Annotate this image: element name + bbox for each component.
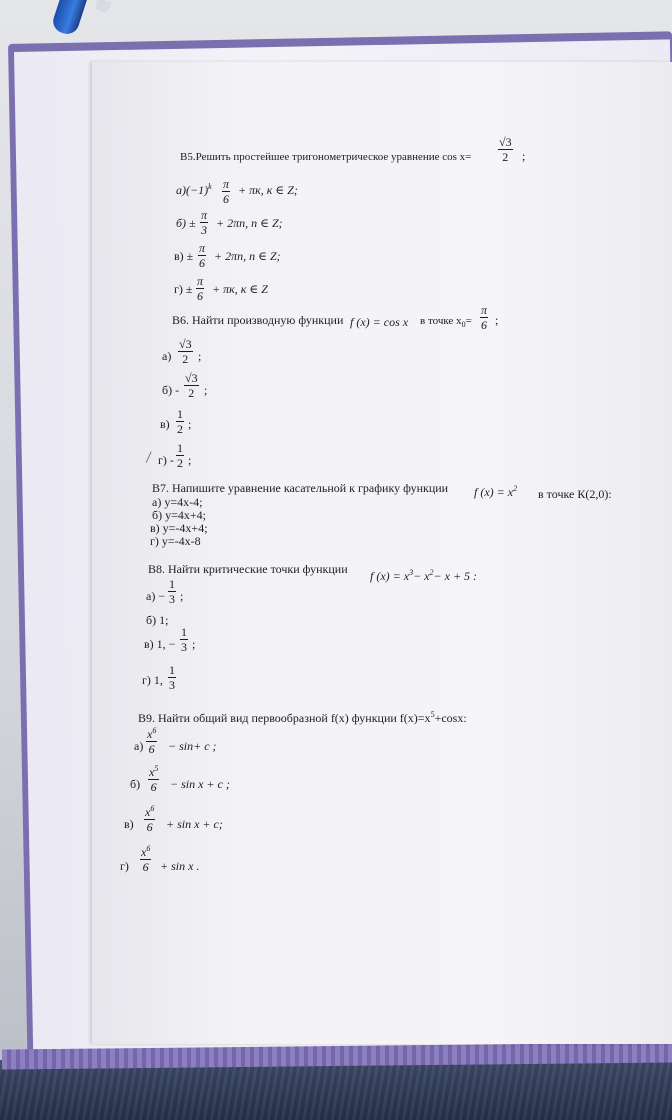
b5-option-c-pre: в) ± (174, 249, 194, 263)
worksheet-content: В5.Решить простейшее тригонометрическое уравнение cos x= $\frac{√3}{2}$ ; $а)(-1)^k$ $\frac{\pi}{6}$ + πк, к ∈ Z; б) ± $\frac{\pi}{3}$ + 2πn, n ∈ Z; в) ± $\frac{\pi}{6}$ + 2πn, n ∈ Z; г) ± $\frac{\pi}{6}$ + πк, к ∈ Z В6. Найти производную функции f (x) = cos x в точке $x_0=$ $\frac{\pi}{6}$ ; а) $\frac{√3}{2}$ ; б) - $\frac{√3}{2}$ ; в) $\frac{1}{2}$ ; г) - $\frac{1}{2}$ ; В7. Напишите уравнение касательной к графику функции f $(x) = x^2$ в точке К(2,0): а) у=4х-4; б) у=4х+4; в) у=-4х+4; г) у=-4х-8 В8. Найти критические точки функции f $(x) = x^3- x^2- x + 5$ : а) − $\frac{1}{3}$ ; б) 1; в) 1, − $\frac{1}{3}$ ; г) 1, $\frac{1}{3}$ В9. Найти общий вид первообразной f(x) функции $f(x)=x^5+\cos x$: а) $\frac{x^6}{6}$ − sin+ c ; б) $\frac{x^5}{6}$ − sin x + c ; в) $\frac{x^6}{6}$ + sin x + c; г) $\frac{x^6}{6}$ + sin x . (120, 135, 612, 874)
b6-option-c-fraction: $\frac{1}{2}$ (177, 407, 183, 436)
b5-option-a-pre: $а)(-1)^k$ (176, 182, 212, 197)
b9-option-c-fraction: $\frac{x^6}{6}$ (145, 804, 155, 834)
b7-option-d: г) у=-4х-8 (150, 534, 201, 548)
b8-option-d-fraction: $\frac{1}{3}$ (169, 663, 175, 692)
b8-option-b: б) 1; (146, 613, 169, 627)
b9-question-text: В9. Найти общий вид первообразной f(x) функции $f(x)=x^5+\cos x$: (138, 710, 467, 725)
b5-option-d-pre: г) ± (174, 282, 193, 296)
b6-option-d-fraction: $\frac{1}{2}$ (177, 441, 183, 470)
b9-option-b-fraction: $\frac{x^5}{6}$ (149, 764, 159, 794)
pencil-mark (146, 452, 156, 465)
b5-question-tail: ; (522, 149, 526, 163)
b5-option-b-pre: б) ± (176, 216, 196, 230)
b5-question-text: В5.Решить простейшее тригонометрическое уравнение cos x= (180, 151, 472, 163)
b6-option-b-fraction: $\frac{√3}{2}$ (185, 371, 198, 400)
b6-point-fraction: $\frac{\pi}{6}$ (481, 303, 488, 332)
b5-option-a-post: + πк, к ∈ Z; (238, 183, 298, 197)
b5-option-a-fraction: $\frac{\pi}{6}$ (223, 177, 230, 206)
b5-option-b-fraction: $\frac{\pi}{3}$ (201, 208, 208, 237)
b5-option-c-post: + 2πn, n ∈ Z; (214, 249, 281, 263)
b8-option-a-fraction: $\frac{1}{3}$ (169, 577, 175, 606)
b6-question-tail: ; (495, 313, 499, 327)
b8-function: f $(x) = x^3- x^2- x + 5$ : (370, 568, 478, 583)
b5-rhs-fraction: $\frac{√3}{2}$ (499, 135, 512, 164)
b7-question-tail: в точке К(2,0): (538, 487, 612, 501)
b8-question-text: В8. Найти критические точки функции (148, 562, 348, 576)
b6-option-a-fraction: $\frac{√3}{2}$ (179, 337, 192, 366)
b8-option-c-fraction: $\frac{1}{3}$ (181, 625, 187, 654)
b7-option-b: б) у=4х+4; (152, 508, 206, 522)
b7-question-text: В7. Напишите уравнение касательной к графику функции (152, 481, 449, 495)
b9-option-a-fraction: $\frac{x^6}{6}$ (147, 726, 157, 756)
b7-option-c: в) у=-4х+4; (150, 521, 208, 535)
b6-function: f (x) = cos x (350, 315, 409, 329)
b9-option-d-fraction: $\frac{x^6}{6}$ (141, 844, 151, 874)
b6-point: в точке $x_0=$ (420, 315, 472, 329)
b5-option-d-fraction: $\frac{\pi}{6}$ (197, 274, 204, 303)
b5-option-b-post: + 2πn, n ∈ Z; (216, 216, 283, 230)
b7-function: f $(x) = x^2$ (474, 484, 518, 499)
b5-option-c-fraction: $\frac{\pi}{6}$ (199, 241, 206, 270)
b5-option-d-post: + πк, к ∈ Z (212, 282, 268, 296)
b6-question-text: В6. Найти производную функции (172, 313, 344, 327)
b7-option-a: а) у=4х-4; (152, 495, 203, 509)
